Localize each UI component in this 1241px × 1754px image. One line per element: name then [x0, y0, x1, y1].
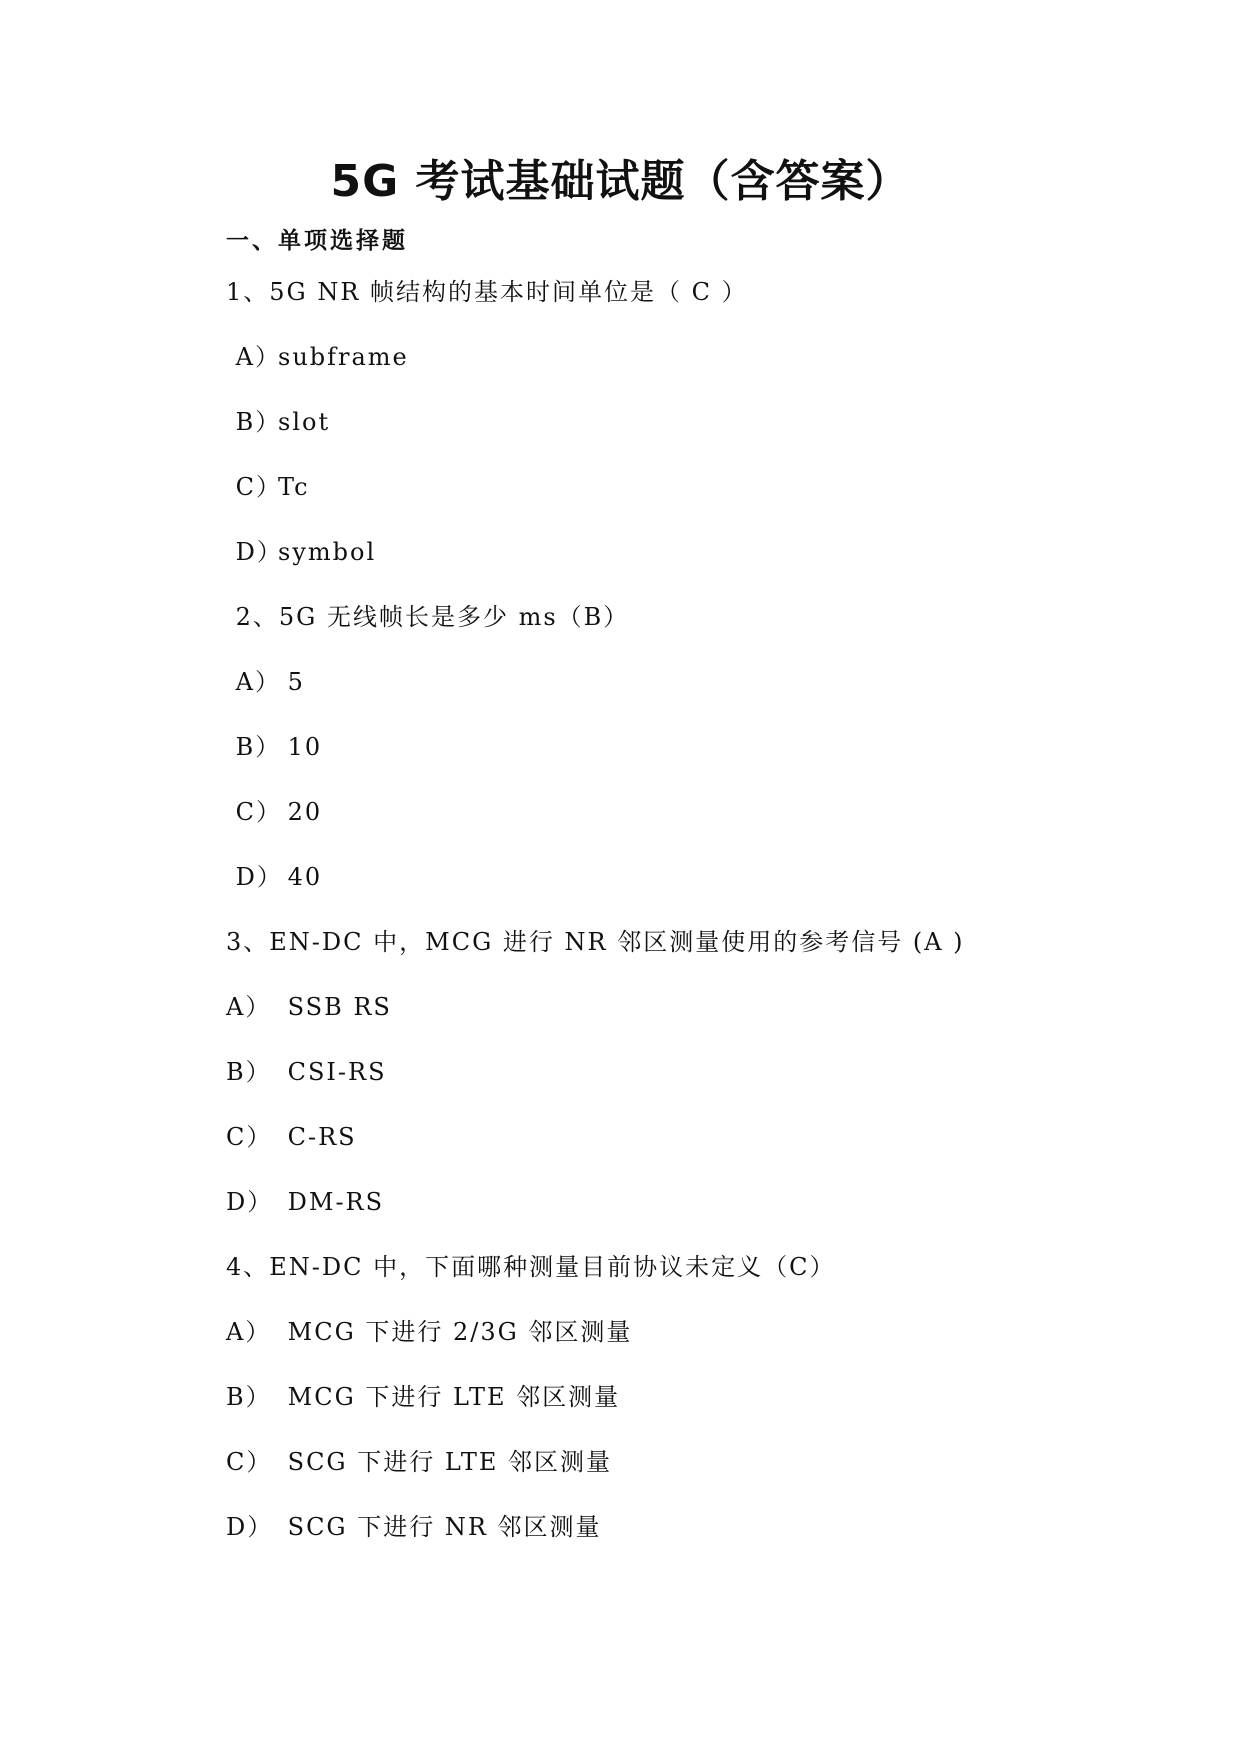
answer-option [226, 855, 1126, 920]
question-stem: 3、EN-DC 中，MCG 进行 NR 邻区测量使用的参考信号 (A ) [226, 928, 965, 956]
answer-option [226, 530, 1126, 595]
question-stem: 4、EN-DC 中，下面哪种测量目前协议未定义（C） [226, 1253, 836, 1281]
answer-option [226, 1050, 1126, 1115]
answer-option [226, 465, 1126, 530]
option-text: C-RS [278, 1123, 357, 1151]
option-text: 10 [278, 733, 323, 761]
option-letter: B） [226, 733, 282, 761]
option-text: subframe [278, 343, 409, 371]
answer-option [226, 725, 1126, 790]
option-letter: D） [226, 1188, 274, 1216]
option-text: symbol [278, 538, 377, 566]
option-text: SCG 下进行 NR 邻区测量 [278, 1513, 602, 1541]
answer-option [226, 1375, 1126, 1440]
option-letter: D） [226, 1513, 274, 1541]
section-heading: 一、单项选择题 [226, 228, 408, 254]
option-letter: B） [226, 1383, 272, 1411]
option-letter: D） [226, 538, 283, 566]
answer-option [226, 1440, 1126, 1505]
answer-option [226, 400, 1126, 465]
option-letter: D） [226, 863, 283, 891]
option-text: SSB RS [278, 993, 392, 1021]
option-text: CSI-RS [278, 1058, 387, 1086]
option-letter: A） [226, 343, 281, 371]
question-stem: 2、5G 无线帧长是多少 ms（B） [226, 603, 630, 631]
option-letter: C） [226, 473, 282, 501]
option-text: Tc [278, 473, 310, 501]
option-text: 5 [278, 668, 305, 696]
answer-option [226, 1310, 1126, 1375]
option-letter: A） [226, 993, 272, 1021]
option-letter: B） [226, 1058, 272, 1086]
option-text: SCG 下进行 LTE 邻区测量 [278, 1448, 612, 1476]
option-letter: A） [226, 1318, 272, 1346]
option-text: MCG 下进行 2/3G 邻区测量 [278, 1318, 633, 1346]
option-letter: C） [226, 798, 282, 826]
option-text: 40 [278, 863, 323, 891]
answer-option [226, 1505, 1126, 1570]
option-text: 20 [278, 798, 323, 826]
answer-option [226, 985, 1126, 1050]
option-letter: B） [226, 408, 282, 436]
option-letter: C） [226, 1123, 273, 1151]
option-letter: A） [226, 668, 281, 696]
option-text: MCG 下进行 LTE 邻区测量 [278, 1383, 621, 1411]
option-text: DM-RS [278, 1188, 385, 1216]
option-letter: C） [226, 1448, 273, 1476]
answer-option [226, 660, 1126, 725]
question-list [226, 270, 1126, 1570]
page-title: 5G 考试基础试题（含答案） [330, 156, 911, 207]
answer-option [226, 790, 1126, 855]
answer-option [226, 335, 1126, 400]
question-stem: 1、5G NR 帧结构的基本时间单位是（ C ） [226, 278, 748, 306]
option-text: slot [278, 408, 331, 436]
answer-option [226, 1115, 1126, 1180]
answer-option [226, 1180, 1126, 1245]
